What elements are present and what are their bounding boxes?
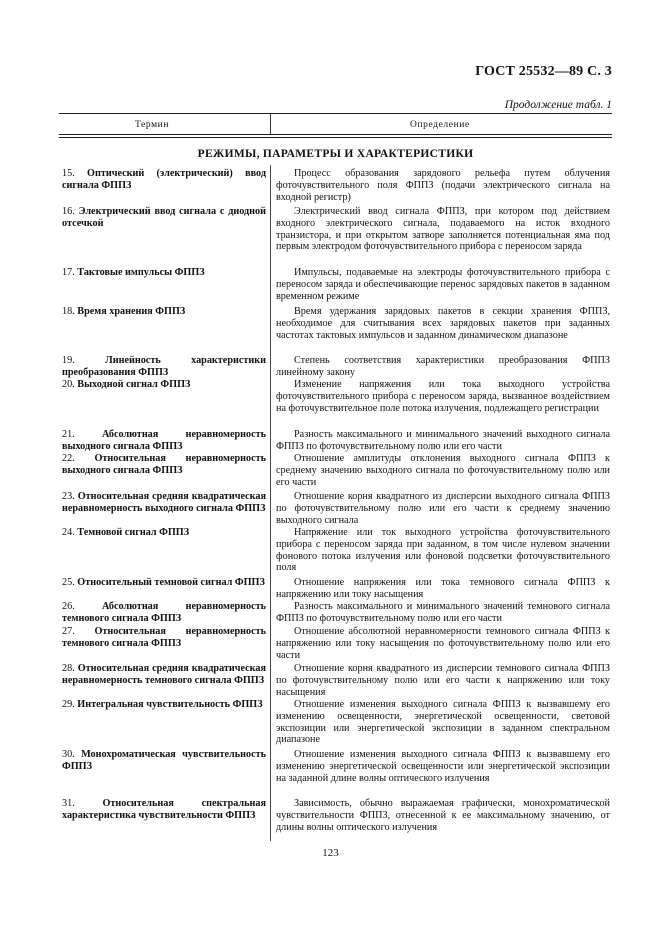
- table-continuation-note: Продолжение табл. 1: [504, 99, 612, 111]
- section-title: РЕЖИМЫ, ПАРАМЕТРЫ И ХАРАКТЕРИСТИКИ: [197, 148, 474, 160]
- definition-19: Степень соответствия характеристики преобразования ФППЗ линейному закону: [276, 355, 610, 378]
- term-21: 21. Абсолютная неравномерность выходного сигнала ФППЗ: [62, 429, 267, 452]
- definition-31: Зависимость, обычно выражаемая графически, монохроматической чувствительности ФППЗ, отнесенной к ее максимальному значению, от длины волны оптического излучения: [276, 798, 610, 833]
- definition-25: Отношение напряжения или тока темнового сигнала ФППЗ к напряжению или току насыщения: [276, 577, 610, 600]
- definition-26: Разность максимального и минимального значений темнового сигнала ФППЗ по фоточувствительному полю или его части: [276, 601, 610, 624]
- definition-20: Изменение напряжения или тока выходного устройства фоточувствительного прибора с переносом заряда, вызванное воздействием на фоточувствительное поле потока излучения, подлежащего регистрации: [276, 379, 610, 414]
- definition-30: Отношение изменения выходного сигнала ФППЗ к вызвавшему его изменению энергетической освещенности или энергетической экспозиции на заданной длине волны оптического излучения: [276, 749, 610, 784]
- definition-18: Время удержания зарядовых пакетов в секции хранения ФППЗ, необходимое для считывания всех зарядовых пакетов при заданных частотах тактовых импульсов и заданном динамическом диапазоне: [276, 306, 610, 341]
- row-column-divider: [270, 165, 271, 841]
- term-26: 26. Абсолютная неравномерность темнового сигнала ФППЗ: [62, 601, 267, 624]
- definition-28: Отношение корня квадратного из дисперсии темнового сигнала ФППЗ по фоточувствительному полю или его части к напряжению или току насыщения: [276, 663, 610, 698]
- term-17: 17. Тактовые импульсы ФППЗ: [62, 267, 205, 278]
- term-25: 25. Относительный темновой сигнал ФППЗ: [62, 577, 265, 588]
- term-24: 24. Темновой сигнал ФППЗ: [62, 527, 190, 538]
- definition-23: Отношение корня квадратного из дисперсии выходного сигнала ФППЗ по фоточувствительному полю или его части к среднему значению выходного сигнала: [276, 491, 610, 526]
- term-20: 20. Выходной сигнал ФППЗ: [62, 379, 191, 390]
- term-31: 31. Относительная спектральная характеристика чувствительности ФППЗ: [62, 798, 266, 821]
- definition-24: Напряжение или ток выходного устройства фоточувствительного прибора с переносом заряда при заданном, в том числе нулевом значении фонового потока излучения или фоновой подсветки фоточувствительного поля: [276, 527, 610, 574]
- definition-21: Разность максимального и минимального значений выходного сигнала ФППЗ по фоточувствительному полю или его части: [276, 429, 610, 452]
- page-header: ГОСТ 25532—89 С. 3: [475, 64, 612, 79]
- term-15: 15. Оптический (электрический) ввод сигнала ФППЗ: [62, 168, 266, 191]
- definition-22: Отношение амплитуды отклонения выходного сигнала ФППЗ к среднему значению выходного сигнала по фоточувствительному полю или его части: [276, 453, 610, 488]
- term-23: 23. Относительная средняя квадратическая неравномерность выходного сигнала ФППЗ: [62, 491, 267, 514]
- column-header-term: Термин: [135, 120, 170, 130]
- definition-16: Электрический ввод сигнала ФППЗ, при котором под действием входного электрического сигнала, подаваемого на исток входного транзистора, и при открытом затворе заполняется потенциальная яма под первым электродом фоточувствительного прибора с переносом заряда: [276, 206, 610, 253]
- definition-29: Отношение изменения выходного сигнала ФППЗ к вызвавшему его изменению освещенности, энергетической освещенности, световой экспозиции или энергетической экспозиции в заданном спектральном диапазоне: [276, 699, 610, 746]
- table-top-rule: [59, 113, 612, 114]
- column-divider: [270, 114, 271, 134]
- term-30: 30. Монохроматическая чувствительность ФППЗ: [62, 749, 267, 772]
- term-19: 19. Линейность характеристики преобразования ФППЗ: [62, 355, 266, 378]
- term-18: 18. Время хранения ФППЗ: [62, 306, 186, 317]
- page-number: 123: [322, 847, 339, 859]
- term-16: 16. Электрический ввод сигнала с диодной отсечкой: [62, 206, 267, 229]
- term-22: 22. Относительная неравномерность выходного сигнала ФППЗ: [62, 453, 267, 476]
- definition-15: Процесс образования зарядового рельефа путем облучения фоточувствительного поля ФППЗ (подачи электрического сигнала на входной регистр): [276, 168, 610, 203]
- definition-27: Отношение абсолютной неравномерности темнового сигнала ФППЗ к напряжению или току насыщения по фоточувствительному полю или его части: [276, 626, 610, 661]
- column-header-definition: Определение: [410, 120, 470, 130]
- definition-17: Импульсы, подаваемые на электроды фоточувствительного прибора с переносом заряда и обеспечивающие перенос зарядовых пакетов в заданном временном режиме: [276, 267, 610, 302]
- term-29: 29. Интегральная чувствительность ФППЗ: [62, 699, 263, 710]
- header-bottom-rule-2: [59, 137, 612, 138]
- term-28: 28. Относительная средняя квадратическая неравномерность темнового сигнала ФППЗ: [62, 663, 267, 686]
- header-bottom-rule: [59, 134, 612, 135]
- term-27: 27. Относительная неравномерность темнового сигнала ФППЗ: [62, 626, 267, 649]
